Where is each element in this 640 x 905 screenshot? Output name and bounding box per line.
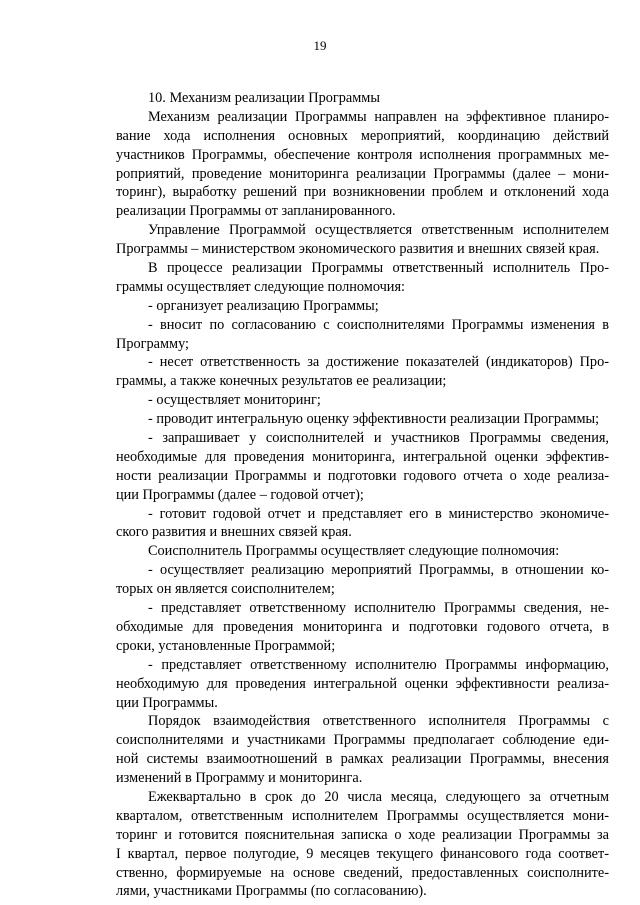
list-item: - организует реализацию Программы; bbox=[148, 297, 379, 314]
list-item: - несет ответственность за достижение показателей (индикаторов) Про- bbox=[148, 354, 609, 371]
text-line: участников Программы, обеспечение контроля исполнения программных ме- bbox=[116, 146, 609, 163]
text-line: ского развития и внешних связей края. bbox=[116, 524, 352, 541]
list-item: - проводит интегральную оценку эффективности реализации Программы; bbox=[148, 411, 600, 428]
list-item: - осуществляет мониторинг; bbox=[148, 392, 321, 409]
text-line: граммы, а также конечных результатов ее реализации; bbox=[116, 373, 447, 390]
text-line: вание хода исполнения основных мероприятий, координацию действий bbox=[116, 127, 609, 144]
list-item: - представляет ответственному исполнителю Программы информацию, bbox=[148, 656, 609, 673]
text-line: Ежеквартально в срок до 20 числа месяца, следующего за отчетным bbox=[148, 788, 609, 805]
page-number: 19 bbox=[313, 38, 327, 53]
text-line: ной системы взаимоотношений в рамках реализации Программы, внесения bbox=[116, 751, 609, 768]
text-line: граммы осуществляет следующие полномочия: bbox=[116, 278, 405, 295]
text-line: торинг), выработку решений при возникновении проблем и отклонений хода bbox=[116, 184, 609, 201]
text-line: ственно, формируемые на основе сведений, предоставленных соисполните- bbox=[116, 864, 609, 881]
list-item: - готовит годовой отчет и представляет его в министерство экономиче- bbox=[148, 505, 609, 522]
list-item: - вносит по согласованию с соисполнителями Программы изменения в bbox=[148, 316, 609, 333]
text-line: необходимые для проведения мониторинга, интегральной оценки эффектив- bbox=[116, 448, 609, 465]
section-title: 10. Механизм реализации Программы bbox=[148, 90, 380, 106]
text-line: Порядок взаимодействия ответственного исполнителя Программы с bbox=[148, 713, 609, 730]
text-line: I квартал, первое полугодие, 9 месяцев текущего финансового года соответ- bbox=[116, 845, 609, 862]
text-line: Управление Программой осуществляется ответственным исполнителем bbox=[148, 222, 609, 239]
text-line: торинг и готовится пояснительная записка о ходе реализации Программы за bbox=[116, 826, 609, 843]
text-line: необходимую для проведения интегральной оценки эффективности реализа- bbox=[116, 675, 609, 692]
text-line: Соисполнитель Программы осуществляет следующие полномочия: bbox=[148, 543, 560, 560]
text-line: роприятий, проведение мониторинга реализации Программы (далее – мони- bbox=[116, 165, 609, 182]
text-line: Механизм реализации Программы направлен на эффективное планиро- bbox=[148, 108, 609, 125]
text-line: Программу; bbox=[116, 335, 190, 352]
text-line: изменений в Программу и мониторинга. bbox=[116, 770, 363, 787]
text-line: ции Программы (далее – годовой отчет); bbox=[116, 486, 364, 503]
text-line: ции Программы. bbox=[116, 694, 218, 711]
text-line: торых он является соисполнителем; bbox=[116, 581, 335, 598]
text-line: обходимые для проведения мониторинга и подготовки годового отчета, в bbox=[116, 618, 609, 635]
text-line: соисполнителями и участниками Программы предполагает соблюдение еди- bbox=[116, 732, 609, 749]
page-content bbox=[116, 89, 609, 901]
list-item: - осуществляет реализацию мероприятий Программы, в отношении ко- bbox=[148, 562, 609, 579]
text-line: реализации Программы от запланированного. bbox=[116, 203, 396, 220]
text-line: ности реализации Программы и подготовки годового отчета о ходе реализа- bbox=[116, 467, 609, 484]
text-line: кварталом, ответственным исполнителем Программы осуществляется мони- bbox=[116, 807, 609, 824]
text-line: лями, участниками Программы (по согласованию). bbox=[116, 883, 427, 900]
text-line: Программы – министерством экономического развития и внешних связей края. bbox=[116, 241, 600, 258]
text-line: сроки, установленные Программой; bbox=[116, 637, 336, 654]
list-item: - запрашивает у соисполнителей и участников Программы сведения, bbox=[148, 430, 609, 447]
text-line: В процессе реализации Программы ответственный исполнитель Про- bbox=[148, 260, 609, 277]
list-item: - представляет ответственному исполнителю Программы сведения, не- bbox=[148, 600, 609, 617]
